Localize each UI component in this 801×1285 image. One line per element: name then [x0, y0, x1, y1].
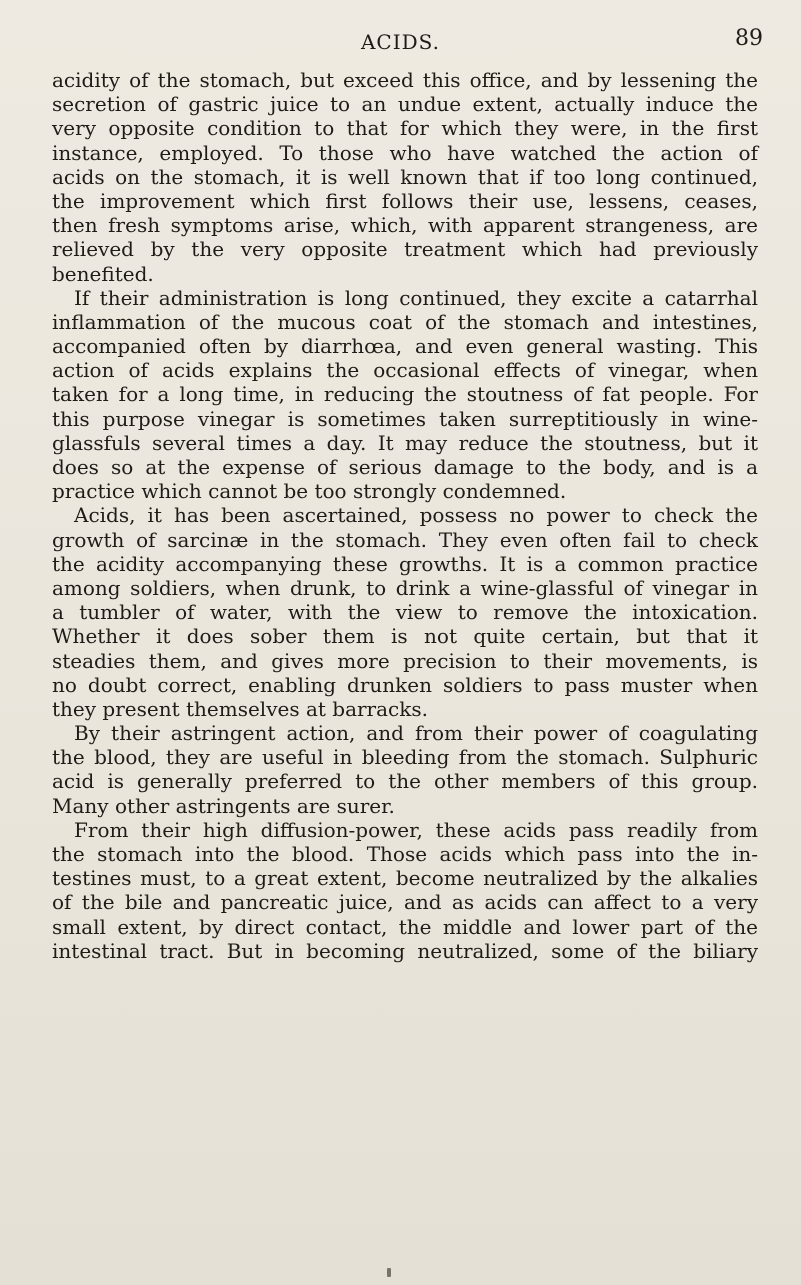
text-line: among soldiers, when drunk, to drink a wine-glassful of vinegar in	[52, 575, 758, 600]
running-head: ACIDS.	[360, 30, 441, 54]
text-line: Many other astringents are surer.	[52, 793, 395, 818]
text-line: acids on the stomach, it is well known that if too long continued,	[52, 164, 758, 189]
text-line: intestinal tract. But in becoming neutralized, some of the biliary	[52, 938, 758, 963]
page-number: 89	[735, 26, 763, 51]
page-header	[0, 26, 801, 56]
text-line: they present themselves at barracks.	[52, 696, 428, 721]
text-line: then fresh symptoms arise, which, with apparent strangeness, are	[52, 213, 758, 238]
text-line: taken for a long time, in reducing the stoutness of fat people. For	[52, 382, 758, 407]
text-line: secretion of gastric juice to an undue extent, actually induce the	[52, 92, 758, 117]
text-line: benefited.	[52, 261, 154, 286]
paragraph-start-line: From their high diffusion-power, these acids pass readily from	[74, 817, 758, 842]
paragraph-start-line: If their administration is long continued, they excite a catarrhal	[74, 285, 758, 310]
text-line: very opposite condition to that for which they were, in the first	[52, 116, 758, 141]
text-line: Whether it does sober them is not quite certain, but that it	[52, 624, 758, 649]
text-line: the acidity accompanying these growths. It is a common practice	[52, 551, 758, 576]
text-line: the blood, they are useful in bleeding from the stomach. Sulphuric	[52, 745, 758, 770]
text-line: acidity of the stomach, but exceed this office, and by lessening the	[52, 68, 758, 92]
text-line: testines must, to a great extent, become neutralized by the alkalies	[52, 866, 758, 891]
print-speck	[387, 1268, 391, 1277]
paragraph-start-line: By their astringent action, and from their power of coagulating	[74, 721, 758, 746]
text-line: glassfuls several times a day. It may reduce the stoutness, but it	[52, 430, 758, 455]
text-line: acid is generally preferred to the other members of this group.	[52, 769, 758, 794]
text-line: relieved by the very opposite treatment which had previously	[52, 237, 758, 262]
text-line: a tumbler of water, with the view to remove the intoxication.	[52, 600, 758, 625]
paragraph-start-line: Acids, it has been ascertained, possess no power to check the	[74, 503, 758, 528]
text-line: the improvement which first follows their use, lessens, ceases,	[52, 188, 758, 213]
text-line: no doubt correct, enabling drunken soldiers to pass muster when	[52, 672, 758, 697]
text-line: this purpose vinegar is sometimes taken surreptitiously in wine-	[52, 406, 758, 431]
text-line: instance, employed. To those who have watched the action of	[52, 140, 758, 165]
text-line: practice which cannot be too strongly condemned.	[52, 479, 567, 504]
text-line: does so at the expense of serious damage to the body, and is a	[52, 455, 758, 479]
text-line: accompanied often by diarrhœa, and even general wasting. This	[52, 334, 758, 359]
text-line: steadies them, and gives more precision to their movements, is	[52, 648, 758, 673]
text-line: small extent, by direct contact, the middle and lower part of the	[52, 914, 758, 939]
text-line: the stomach into the blood. Those acids which pass into the in-	[52, 842, 758, 866]
text-line: of the bile and pancreatic juice, and as acids can affect to a very	[52, 890, 758, 915]
text-line: inflammation of the mucous coat of the stomach and intestines,	[52, 309, 758, 334]
text-line: growth of sarcinæ in the stomach. They even often fail to check	[52, 527, 758, 552]
body-text	[52, 68, 758, 963]
text-line: action of acids explains the occasional effects of vinegar, when	[52, 358, 758, 383]
